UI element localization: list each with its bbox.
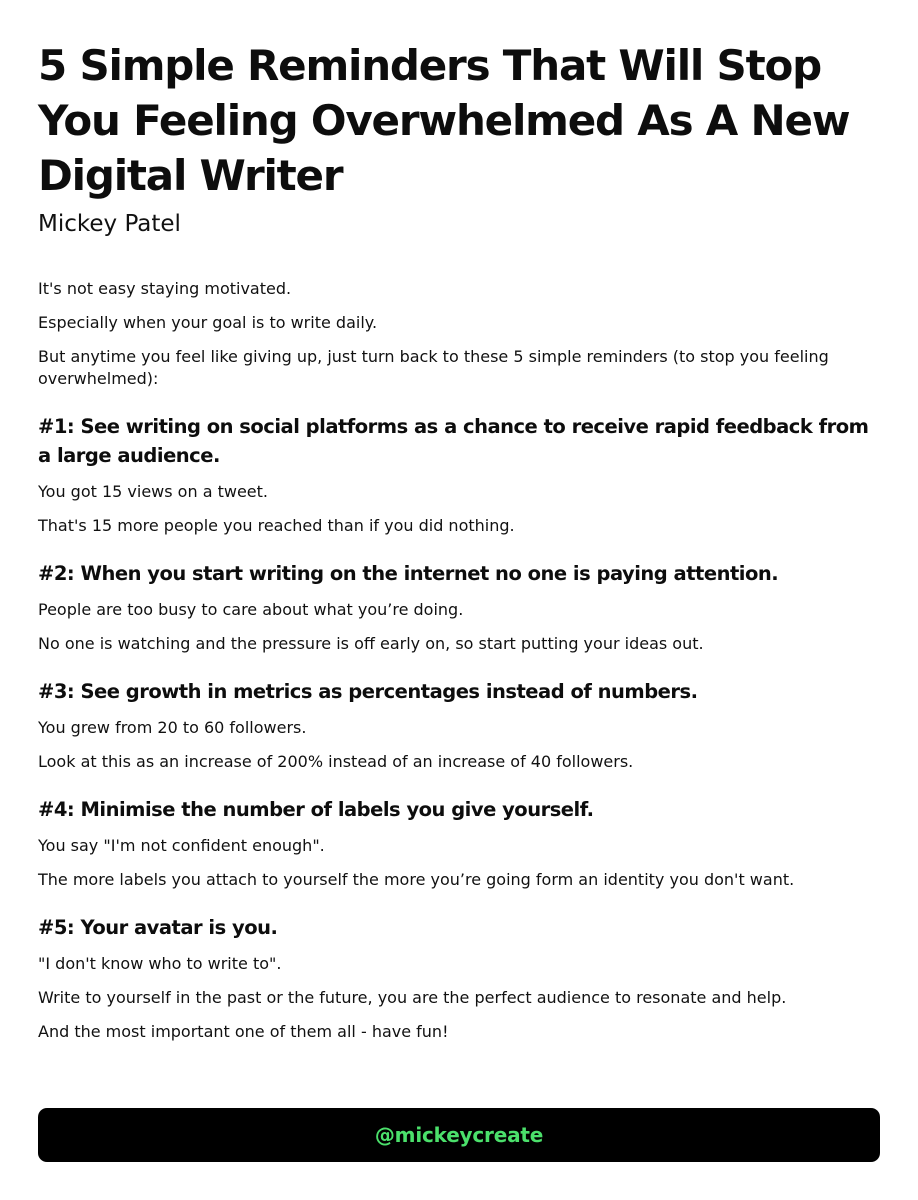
intro-paragraph: Especially when your goal is to write daily.: [38, 313, 378, 332]
twitter-handle[interactable]: @mickeycreate: [374, 1123, 544, 1147]
reminder-section-1: [38, 412, 880, 537]
section-paragraph: You grew from 20 to 60 followers.: [38, 718, 307, 737]
section-paragraph: You say "I'm not confident enough".: [38, 836, 325, 855]
section-heading: #3: See growth in metrics as percentages instead of numbers.: [38, 680, 698, 703]
intro: [38, 278, 880, 390]
section-heading: #1: See writing on social platforms as a chance to receive rapid feedback from a large audience.: [38, 415, 869, 467]
section-heading: #4: Minimise the number of labels you give yourself.: [38, 798, 594, 821]
section-paragraph: That's 15 more people you reached than if you did nothing.: [38, 516, 515, 535]
section-paragraph: People are too busy to care about what you’re doing.: [38, 600, 464, 619]
section-heading: #5: Your avatar is you.: [38, 916, 278, 939]
reminder-section-2: [38, 559, 880, 655]
section-paragraph: Write to yourself in the past or the future, you are the perfect audience to resonate and help.: [38, 988, 787, 1007]
section-paragraph: The more labels you attach to yourself the more you’re going form an identity you don't want.: [38, 870, 795, 889]
closing-line: And the most important one of them all - have fun!: [38, 1022, 449, 1041]
article: [38, 38, 880, 1055]
reminder-section-4: [38, 795, 880, 891]
section-paragraph: Look at this as an increase of 200% instead of an increase of 40 followers.: [38, 752, 634, 771]
section-paragraph: "I don't know who to write to".: [38, 954, 282, 973]
article-title: 5 Simple Reminders That Will Stop You Feeling Overwhelmed As A New Digital Writer: [38, 41, 850, 200]
reminder-section-5: [38, 913, 880, 1009]
section-paragraph: No one is watching and the pressure is off early on, so start putting your ideas out.: [38, 634, 704, 653]
section-paragraph: You got 15 views on a tweet.: [38, 482, 268, 501]
reminder-section-3: [38, 677, 880, 773]
intro-paragraph: But anytime you feel like giving up, just turn back to these 5 simple reminders (to stop you feeling overwhelmed):: [38, 347, 829, 388]
intro-paragraph: It's not easy staying motivated.: [38, 279, 292, 298]
footer-handle-bar: [38, 1108, 880, 1162]
author-name: Mickey Patel: [38, 211, 181, 237]
section-heading: #2: When you start writing on the internet no one is paying attention.: [38, 562, 779, 585]
